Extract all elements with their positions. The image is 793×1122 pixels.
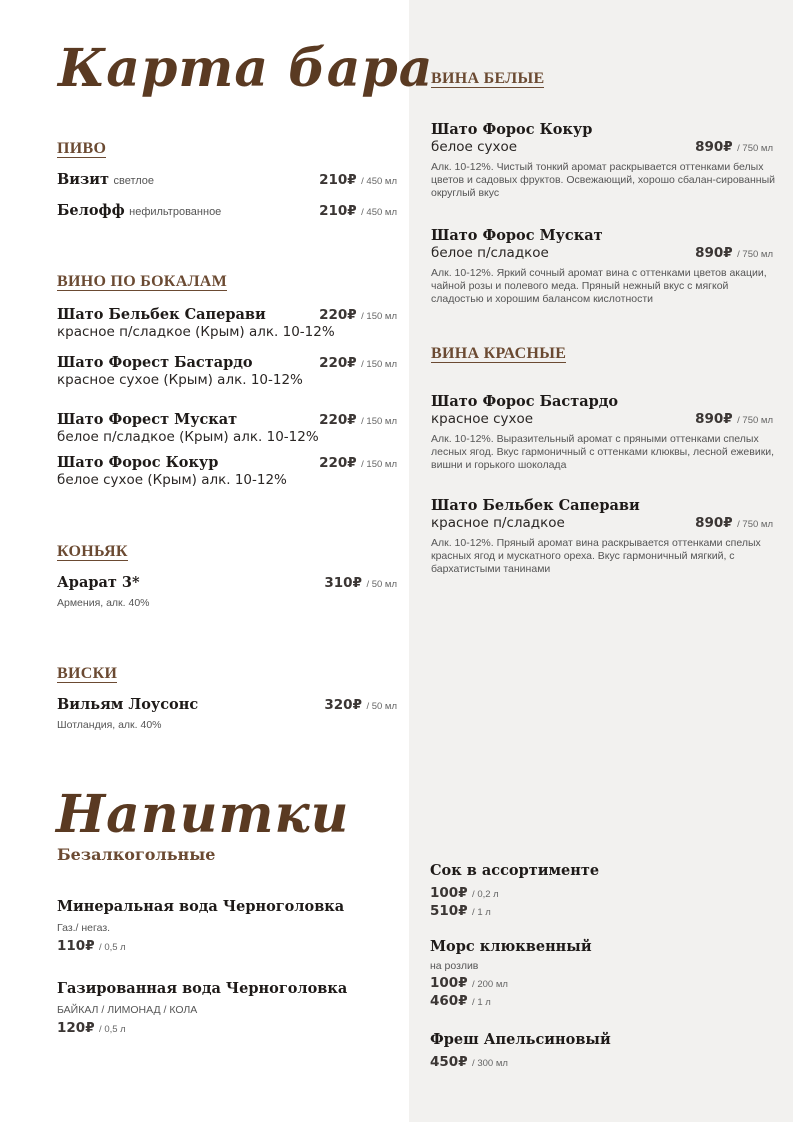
item-type: красное сухое <box>431 411 534 427</box>
item-desc: красное п/сладкое (Крым) алк. 10-12% <box>57 324 335 340</box>
item-unit: / 750 мл <box>737 249 773 260</box>
white-wines-heading: ВИНА БЕЛЫЕ <box>431 70 545 87</box>
item-price: 890 <box>695 515 724 531</box>
wine-glass-section <box>57 273 227 291</box>
beer-section <box>57 140 106 158</box>
item-unit: / 0,5 л <box>99 942 126 953</box>
cognac-section <box>57 543 128 561</box>
item-name: Фреш Апельсиновый <box>430 1031 611 1048</box>
item-note: нефильтрованное <box>129 206 222 218</box>
item-price: 210 <box>319 203 348 219</box>
item-unit: / 1 л <box>472 997 491 1008</box>
currency-sign: ₽ <box>347 307 357 323</box>
item-unit: / 750 мл <box>737 519 773 530</box>
soft-item <box>430 1031 611 1071</box>
item-unit: / 150 мл <box>361 416 397 427</box>
item-name: Шато Форос Кокур <box>431 121 593 138</box>
item-desc: Алк. 10-12%. Яркий сочный аромат вина с оттенками цветов акации, чайной розы и полевого меда. Пряный нежный вкус с мягкой сладостью и хорошим балансом кислотности <box>431 267 767 305</box>
item-unit: / 750 мл <box>737 415 773 426</box>
item-unit: / 0,2 л <box>472 889 499 900</box>
item-name: Белофф <box>57 202 125 219</box>
white-wine-item <box>431 121 773 200</box>
red-wines-section <box>431 345 566 363</box>
item-type: белое сухое <box>431 139 518 155</box>
cognac-heading: КОНЬЯК <box>57 543 128 560</box>
whisky-section <box>57 665 117 683</box>
currency-sign: ₽ <box>458 903 468 919</box>
item-price: 100 <box>430 975 459 991</box>
item-desc: белое сухое (Крым) алк. 10-12% <box>57 472 287 488</box>
soft-item <box>57 898 344 955</box>
wine-glass-heading: ВИНО ПО БОКАЛАМ <box>57 273 228 290</box>
currency-sign: ₽ <box>352 697 362 713</box>
currency-sign: ₽ <box>723 245 733 261</box>
item-unit: / 50 мл <box>366 579 397 590</box>
item-desc: белое п/сладкое (Крым) алк. 10-12% <box>57 429 319 445</box>
item-price: 120 <box>57 1020 86 1036</box>
item-name: Сок в ассортименте <box>430 862 600 879</box>
soft-item <box>430 862 599 920</box>
page-title: Карта бара <box>58 38 434 99</box>
red-wine-item <box>431 393 773 472</box>
currency-sign: ₽ <box>347 455 357 471</box>
currency-sign: ₽ <box>458 1054 468 1070</box>
item-unit: / 300 мл <box>472 1058 508 1069</box>
item-price: 320 <box>324 697 353 713</box>
item-desc: на розлив <box>430 960 479 972</box>
item-desc: Алк. 10-12%. Выразительный аромат с пряными оттенками спелых лесных ягод. Вкус гармоничный с оттенками клюквы, лесной ежевики, вишни и горького шоколада <box>431 433 775 471</box>
cognac-item <box>57 574 397 609</box>
wine-glass-item <box>57 306 397 340</box>
wine-glass-item <box>57 354 397 388</box>
currency-sign: ₽ <box>458 885 468 901</box>
item-desc: красное сухое (Крым) алк. 10-12% <box>57 372 303 388</box>
item-unit: / 450 мл <box>361 176 397 187</box>
item-desc: Алк. 10-12%. Пряный аромат вина раскрывается оттенками спелых красных ягод и мускатного ореха. Вкус гармоничный мягкий, с бархатистыми танинами <box>431 537 761 575</box>
currency-sign: ₽ <box>458 975 468 991</box>
soft-item <box>57 980 347 1037</box>
item-name: Шато Бельбек Саперави <box>57 306 266 323</box>
currency-sign: ₽ <box>347 355 357 371</box>
item-name: Визит <box>57 171 110 188</box>
item-name: Газированная вода Черноголовка <box>57 980 348 997</box>
drinks-title: Напитки <box>56 784 350 845</box>
item-name: Морс клюквенный <box>430 938 592 955</box>
item-desc: БАЙКАЛ / ЛИМОНАД / КОЛА <box>57 1004 198 1016</box>
item-price: 890 <box>695 411 724 427</box>
item-price: 510 <box>430 903 459 919</box>
item-note: светлое <box>113 175 155 187</box>
red-wines-heading: ВИНА КРАСНЫЕ <box>431 345 567 362</box>
item-price: 460 <box>430 993 459 1009</box>
currency-sign: ₽ <box>723 515 733 531</box>
wine-glass-item <box>57 403 397 445</box>
item-name: Вильям Лоусонс <box>57 696 199 713</box>
item-price: 450 <box>430 1054 459 1070</box>
beer-item <box>57 171 397 189</box>
item-unit: / 1 л <box>472 907 491 918</box>
item-desc: Шотландия, алк. 40% <box>57 719 162 731</box>
item-desc: Газ./ негаз. <box>57 922 111 934</box>
item-name: Шато Форос Бастардо <box>431 393 619 410</box>
currency-sign: ₽ <box>85 938 95 954</box>
currency-sign: ₽ <box>458 993 468 1009</box>
item-price: 100 <box>430 885 459 901</box>
item-unit: / 750 мл <box>737 143 773 154</box>
whisky-item <box>57 696 397 731</box>
item-price: 220 <box>319 355 348 371</box>
item-price: 890 <box>695 139 724 155</box>
red-wine-item <box>431 497 773 576</box>
currency-sign: ₽ <box>347 172 357 188</box>
currency-sign: ₽ <box>85 1020 95 1036</box>
item-unit: / 200 мл <box>472 979 508 990</box>
item-name: Минеральная вода Черноголовка <box>57 898 345 915</box>
item-price: 310 <box>324 575 353 591</box>
item-unit: / 450 мл <box>361 207 397 218</box>
currency-sign: ₽ <box>347 203 357 219</box>
item-name: Шато Бельбек Саперави <box>431 497 640 514</box>
item-unit: / 150 мл <box>361 359 397 370</box>
item-name: Шато Форест Бастардо <box>57 354 253 371</box>
currency-sign: ₽ <box>723 139 733 155</box>
item-unit: / 50 мл <box>366 701 397 712</box>
item-name: Шато Форос Мускат <box>431 227 603 244</box>
item-desc: Армения, алк. 40% <box>57 597 150 609</box>
white-wines-section <box>431 70 544 88</box>
item-price: 220 <box>319 307 348 323</box>
wine-glass-item <box>57 452 397 488</box>
beer-heading: ПИВО <box>57 140 107 157</box>
item-desc: Алк. 10-12%. Чистый тонкий аромат раскрывается оттенками белых цветов и садовых фруктов. Освежающий, хорошо сбалан-сированный округлый вкус <box>431 161 775 199</box>
item-price: 110 <box>57 938 86 954</box>
item-name: Шато Форест Мускат <box>57 411 238 428</box>
soft-heading: Безалкогольные <box>57 845 216 864</box>
whisky-heading: ВИСКИ <box>57 665 118 682</box>
currency-sign: ₽ <box>347 412 357 428</box>
item-price: 890 <box>695 245 724 261</box>
item-price: 220 <box>319 455 348 471</box>
item-unit: / 0,5 л <box>99 1024 126 1035</box>
item-price: 220 <box>319 412 348 428</box>
item-price: 210 <box>319 172 348 188</box>
beer-item <box>57 202 397 220</box>
item-type: красное п/сладкое <box>431 515 565 531</box>
soft-item <box>430 938 592 1010</box>
currency-sign: ₽ <box>723 411 733 427</box>
item-type: белое п/сладкое <box>431 245 549 261</box>
item-unit: / 150 мл <box>361 459 397 470</box>
currency-sign: ₽ <box>352 575 362 591</box>
item-name: Шато Форос Кокур <box>57 454 219 471</box>
item-name: Арарат 3* <box>57 574 140 591</box>
white-wine-item <box>431 227 773 306</box>
item-unit: / 150 мл <box>361 311 397 322</box>
